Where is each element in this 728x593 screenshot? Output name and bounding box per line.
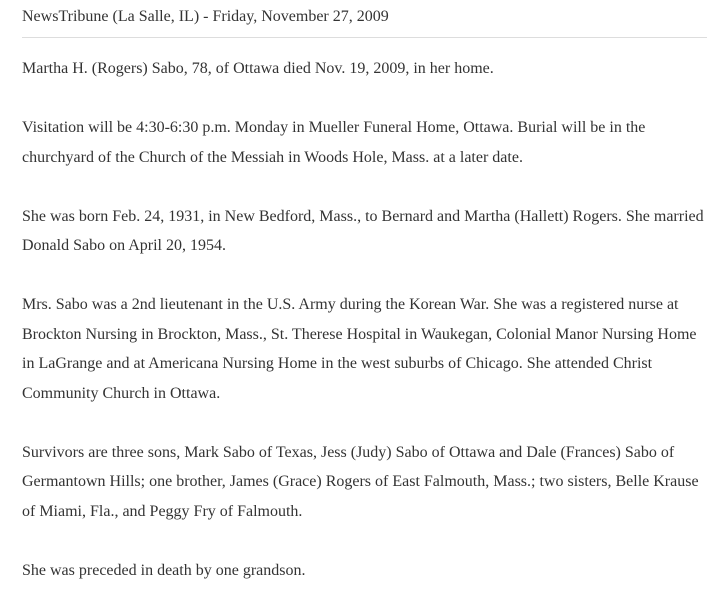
paragraph-death-notice: Martha H. (Rogers) Sabo, 78, of Ottawa died Nov. 19, 2009, in her home. <box>22 60 494 77</box>
paragraph-preceded: She was preceded in death by one grandson. <box>22 561 306 579</box>
paragraph-survivors: Survivors are three sons, Mark Sabo of Texas, Jess (Judy) Sabo of Ottawa and Dale (Frances) Sabo of Germantown Hills; one brother, James (Grace) Rogers of East Falmouth, Mass.; two sisters, Belle Krause of Miami, Fla., and Peggy Fry of Falmouth. <box>22 443 699 520</box>
header-divider <box>22 37 707 38</box>
source-header: NewsTribune (La Salle, IL) - Friday, November 27, 2009 <box>22 8 389 25</box>
paragraph-birth: She was born Feb. 24, 1931, in New Bedford, Mass., to Bernard and Martha (Hallett) Rogers. She married Donald Sabo on April 20, 1954. <box>22 207 704 254</box>
obituary-article <box>22 54 712 585</box>
paragraph-visitation: Visitation will be 4:30-6:30 p.m. Monday in Mueller Funeral Home, Ottawa. Burial will be in the churchyard of the Church of the Messiah in Woods Hole, Mass. at a later date. <box>22 119 646 166</box>
paragraph-career: Mrs. Sabo was a 2nd lieutenant in the U.S. Army during the Korean War. She was a registered nurse at Brockton Nursing in Brockton, Mass., St. Therese Hospital in Waukegan, Colonial Manor Nursing Home in LaGrange and at Americana Nursing Home in the west suburbs of Chicago. She attended Christ Community Church in Ottawa. <box>22 296 697 402</box>
